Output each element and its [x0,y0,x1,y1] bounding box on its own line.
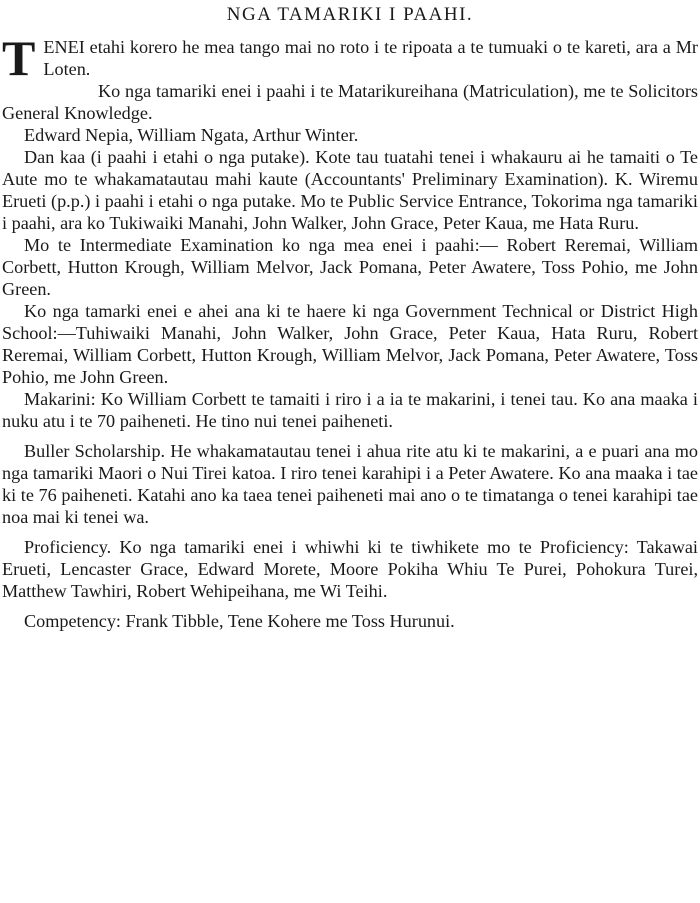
proficiency-paragraph: Proficiency. Ko nga tamariki enei i whiwhi ki te tiwhikete mo te Proficiency: Takawai Erueti, Lencaster Grace, Edward Morete, Moore Pokiha Whiu Te Purei, Pohokura Turei, Matthew Tawhiri, Robert Wehipeihana, me Wi Teihi. [2,537,698,601]
matriculation-paragraph: Ko nga tamariki enei i paahi i te Matarikureihana (Matriculation), me te Solicitors General Knowledge. [2,81,698,123]
matriculation-names: Edward Nepia, William Ngata, Arthur Winter. [24,125,359,145]
competency-paragraph: Competency: Frank Tibble, Tene Kohere me Toss Hurunui. [24,611,455,631]
accountants-paragraph: Dan kaa (i paahi i etahi o nga putake). Kote tau tuatahi tenei i whakauru ai he tamaiti o Te Aute mo te whakamatautau mahi kaute (Accountants' Preliminary Examination). K. Wiremu Erueti (p.p.) i paahi i etahi o nga putake. Mo te Public Service Entrance, Tokorima nga tamariki i paahi, ara ko Tukiwaiki Manahi, John Walker, John Grace, Peter Kaua, me Hata Ruru. [2,147,698,233]
makarini-paragraph: Makarini: Ko William Corbett te tamaiti i riro i a ia te makarini, i tenei tau. Ko ana maaka i nuku atu i te 70 paiheneti. He tino nui tenei paiheneti. [2,389,698,431]
buller-scholarship-paragraph: Buller Scholarship. He whakamatautau tenei i ahua rite atu ki te makarini, a e puari ana mo nga tamariki Maori o Nui Tirei katoa. I riro tenei karahipi i a Peter Awatere. Ko ana maaka i tae ki te 76 paiheneti. Katahi ano ka taea tenei paiheneti mai ano o te timatanga o tenei karahipi tae noa mai ki tenei wa. [2,441,698,527]
intermediate-paragraph: Mo te Intermediate Examination ko nga mea enei i paahi:— Robert Reremai, William Corbett, Hutton Krough, William Melvor, Jack Pomana, Peter Awatere, Toss Pohio, me John Green. [2,235,698,299]
intro-paragraph-text: ENEI etahi korero he mea tango mai no roto i te ripoata a te tumuaki o te kareti, ara a Mr Loten. [43,37,698,79]
technical-school-paragraph: Ko nga tamarki enei e ahei ana ki te haere ki nga Government Technical or District High School:—Tuhiwaiki Manahi, John Walker, John Grace, Peter Kaua, Hata Ruru, Robert Reremai, William Corbett, Hutton Krough, William Melvor, Jack Pomana, Peter Awatere, Toss Pohio, me John Green. [2,301,698,387]
intro-paragraph [2,30,698,86]
drop-cap: T [2,30,36,86]
article-title: NGA TAMARIKI I PAAHI. [226,4,474,25]
